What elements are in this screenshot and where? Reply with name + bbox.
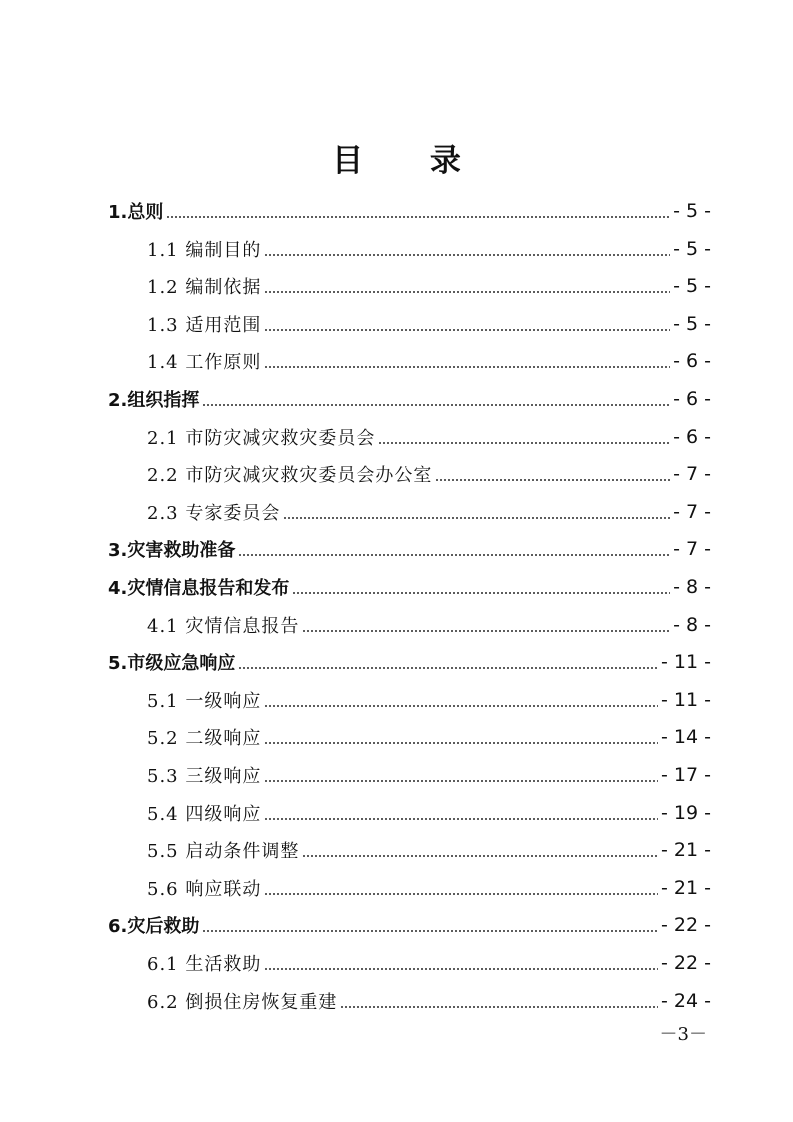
toc-entry-label: 1.3 适用范围: [147, 314, 262, 336]
dot-leader: [302, 616, 670, 634]
toc-entry[interactable]: [147, 419, 711, 455]
toc-entry-label: 1.1 编制目的: [147, 239, 262, 261]
toc-entry-page: - 14 -: [661, 726, 711, 749]
toc-entry[interactable]: [147, 306, 711, 342]
toc-entry-label: 5.6 响应联动: [147, 878, 262, 900]
toc-entry-label: 6.灾后救助: [108, 916, 200, 938]
dot-leader: [283, 503, 670, 521]
dot-leader: [264, 352, 670, 370]
toc-entry[interactable]: [147, 795, 711, 831]
dot-leader: [264, 277, 670, 295]
toc-entry-page: - 7 -: [673, 500, 711, 523]
toc-entry[interactable]: [108, 907, 711, 943]
dot-leader: [302, 841, 658, 859]
toc-entry-page: - 21 -: [661, 839, 711, 862]
toc-entry-page: - 21 -: [661, 876, 711, 899]
toc-entry-label: 4.灾情信息报告和发布: [108, 578, 290, 599]
toc-entry[interactable]: [147, 268, 711, 304]
toc-entry-page: - 24 -: [661, 989, 711, 1012]
toc-entry-label: 6.2 倒损住房恢复重建: [147, 991, 338, 1013]
toc-entry-page: - 11 -: [661, 688, 711, 711]
toc-entry[interactable]: [147, 231, 711, 267]
toc-entry-page: - 8 -: [673, 613, 711, 636]
toc-entry-page: - 7 -: [673, 538, 711, 561]
toc-entry[interactable]: [108, 531, 711, 567]
toc-entry-label: 2.1 市防灾减灾救灾委员会: [147, 427, 376, 449]
toc-entry[interactable]: [108, 569, 711, 605]
dot-leader: [166, 202, 670, 220]
toc-entry[interactable]: [147, 870, 711, 906]
toc-entry-page: - 8 -: [673, 576, 711, 598]
toc-entry-page: - 17 -: [661, 764, 711, 786]
toc-entry[interactable]: [108, 193, 711, 229]
toc-entry-page: - 22 -: [661, 952, 711, 974]
toc-entry-page: - 6 -: [673, 425, 711, 448]
toc-entry-label: 6.1 生活救助: [147, 954, 262, 975]
toc-entry-label: 1.2 编制依据: [147, 277, 262, 299]
toc-entry-label: 5.3 三级响应: [147, 766, 262, 787]
toc-entry[interactable]: [147, 719, 711, 755]
dot-leader: [202, 390, 670, 408]
toc-entry-page: - 6 -: [673, 350, 711, 373]
toc-entry-label: 1.4 工作原则: [147, 352, 262, 374]
toc-entry[interactable]: [108, 644, 711, 680]
dot-leader: [264, 766, 658, 784]
toc-entry[interactable]: [147, 983, 711, 1019]
toc-entry[interactable]: [147, 682, 711, 718]
toc-entry[interactable]: [108, 381, 711, 417]
page-number: －3－: [659, 1024, 707, 1045]
toc-entry[interactable]: [147, 607, 711, 643]
toc-entry-page: - 11 -: [661, 651, 711, 674]
dot-leader: [238, 653, 658, 671]
toc-entry[interactable]: [147, 494, 711, 530]
dot-leader: [264, 240, 670, 258]
toc-entry-label: 5.4 四级响应: [147, 803, 262, 825]
dot-leader: [238, 540, 670, 558]
dot-leader: [264, 728, 658, 746]
toc-entry-page: - 5 -: [673, 237, 711, 260]
toc-entry-label: 2.2 市防灾减灾救灾委员会办公室: [147, 465, 433, 487]
toc-entry-label: 4.1 灾情信息报告: [147, 615, 300, 637]
dot-leader: [292, 578, 670, 596]
toc-entry-page: - 22 -: [661, 914, 711, 937]
dot-leader: [264, 954, 658, 972]
toc-entry-page: - 5 -: [673, 275, 711, 298]
dot-leader: [264, 804, 658, 822]
toc-entry[interactable]: [147, 757, 711, 793]
toc-entry-label: 3.灾害救助准备: [108, 540, 236, 562]
toc-entry-page: - 6 -: [673, 388, 711, 410]
toc-entry-label: 5.5 启动条件调整: [147, 841, 300, 863]
toc-entry-label: 2.组织指挥: [108, 390, 200, 411]
toc-entry[interactable]: [147, 456, 711, 492]
toc-entry-label: 5.1 一级响应: [147, 690, 262, 712]
toc-entry[interactable]: [147, 832, 711, 868]
toc-entry-page: - 19 -: [661, 801, 711, 824]
toc-entry-label: 2.3 专家委员会: [147, 502, 281, 524]
dot-leader: [264, 315, 670, 333]
dot-leader: [264, 879, 658, 897]
dot-leader: [378, 428, 670, 446]
toc-entry-page: - 5 -: [673, 200, 711, 222]
toc-entry[interactable]: [147, 945, 711, 981]
toc-entry-page: - 5 -: [673, 312, 711, 335]
dot-leader: [435, 465, 670, 483]
toc-entry-label: 5.市级应急响应: [108, 653, 236, 675]
dot-leader: [202, 916, 658, 934]
dot-leader: [340, 992, 658, 1010]
toc-entry-label: 5.2 二级响应: [147, 728, 262, 750]
page-title: 目 录: [332, 143, 489, 179]
toc-entry-label: 1.总则: [108, 202, 164, 223]
toc-entry[interactable]: [147, 343, 711, 379]
dot-leader: [264, 691, 658, 709]
toc-entry-page: - 7 -: [673, 463, 711, 486]
